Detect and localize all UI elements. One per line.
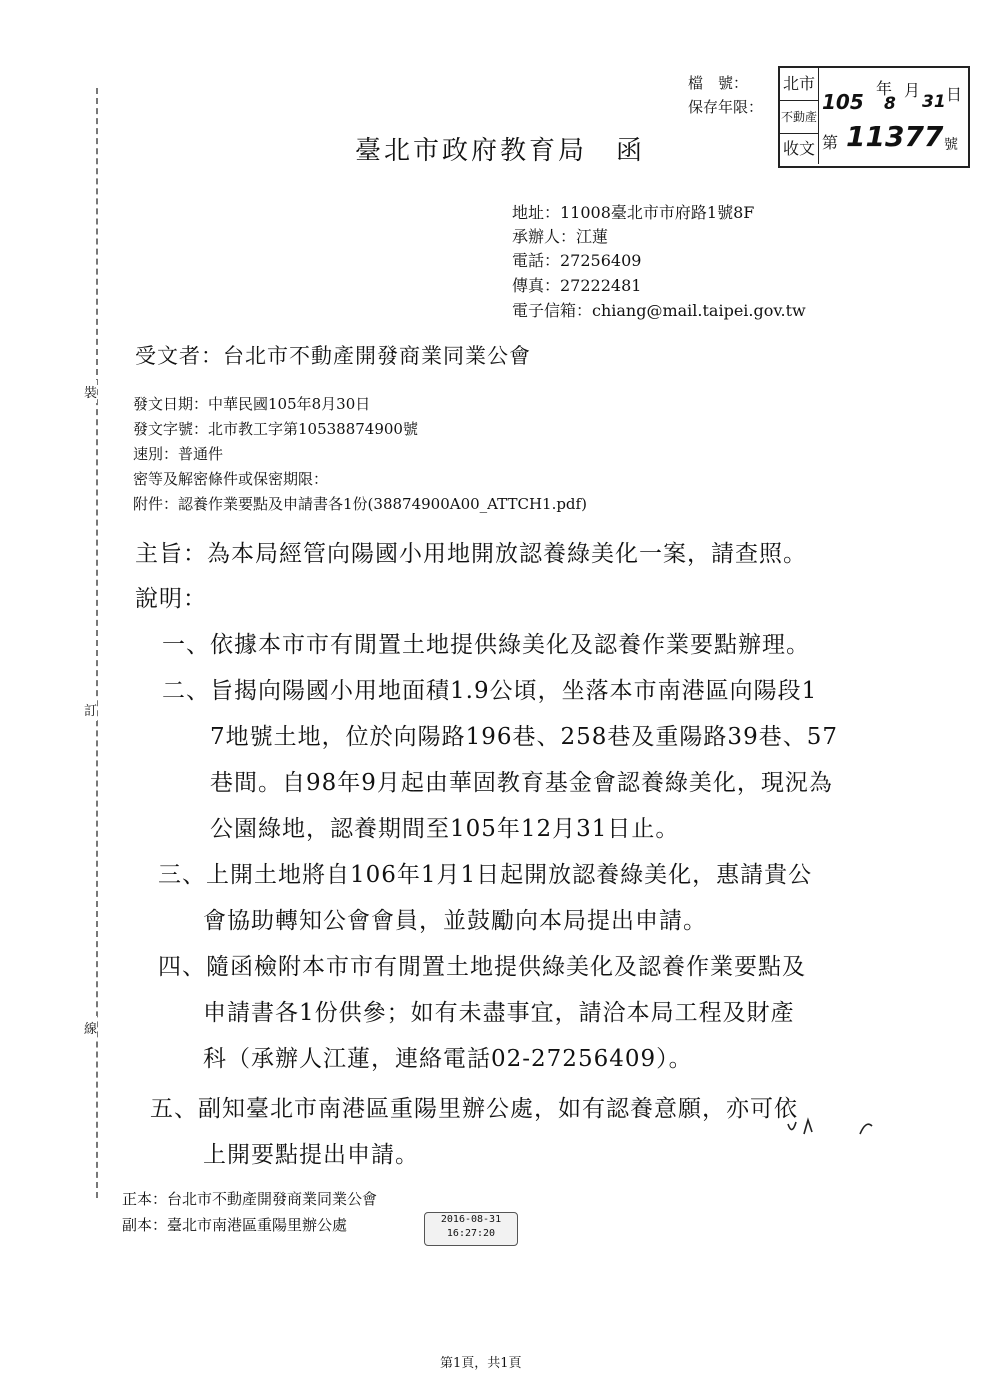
contact-address: 地址：11008臺北市市府路1號8F xyxy=(512,203,755,222)
stamp-org-1: 北市 xyxy=(780,68,819,101)
item-2-line-3: 巷間。自98年9月起由華固教育基金會認養綠美化，現況為 xyxy=(210,770,833,796)
stamp-day-value: 31 xyxy=(922,92,946,112)
doc-number: 發文字號：北市教工字第10538874900號 xyxy=(133,420,418,438)
recipient: 受文者：台北市不動產開發商業同業公會 xyxy=(135,344,531,368)
stamp-year-label: 年 xyxy=(876,79,893,98)
stamp-month-label: 月 xyxy=(904,81,921,100)
item-4-line-2: 申請書各1份供參；如有未盡事宜，請洽本局工程及財產 xyxy=(203,1000,795,1026)
retention-label: 保存年限： xyxy=(688,98,764,116)
stamp-no-value: 11377 xyxy=(846,120,944,153)
receipt-stamp xyxy=(778,66,970,168)
stamp-day-label: 日 xyxy=(946,85,963,104)
item-1-line-1: 一、依據本市市有閒置土地提供綠美化及認養作業要點辦理。 xyxy=(162,632,810,658)
page-footer: 第1頁，共1頁 xyxy=(440,1356,522,1371)
binding-mark-zhuang: 裝 xyxy=(84,380,97,403)
timestamp-date: 2016-08-31 xyxy=(440,1214,502,1225)
item-3-line-2: 會協助轉知公會會員，並鼓勵向本局提出申請。 xyxy=(203,908,707,934)
item-5-line-2: 上開要點提出申請。 xyxy=(203,1142,419,1168)
item-2-line-4: 公園綠地，認養期間至105年12月31日止。 xyxy=(210,816,680,842)
stamp-no-prefix: 第 xyxy=(822,133,839,152)
secrecy-class: 密等及解密條件或保密期限： xyxy=(133,470,329,488)
contact-phone: 電話：27256409 xyxy=(512,251,642,270)
timestamp-time: 16:27:20 xyxy=(446,1228,496,1239)
timestamp-stamp xyxy=(424,1212,518,1246)
handwritten-mark xyxy=(782,1112,878,1142)
distribution-original: 正本：台北市不動產開發商業同業公會 xyxy=(122,1190,378,1208)
item-4-line-3: 科（承辦人江蓮，連絡電話02-27256409）。 xyxy=(203,1046,693,1072)
item-3-line-1: 三、上開土地將自106年1月1日起開放認養綠美化，惠請貴公 xyxy=(158,862,813,888)
contact-email: 電子信箱：chiang@mail.taipei.gov.tw xyxy=(512,301,806,320)
stamp-month-value: 8 xyxy=(884,94,896,114)
stamp-org-2: 不動產 xyxy=(780,101,819,134)
subject: 主旨：為本局經管向陽國小用地開放認養綠美化一案，請查照。 xyxy=(135,541,807,567)
binding-mark-ding: 訂 xyxy=(84,698,97,721)
item-2-line-1: 二、旨揭向陽國小用地面積1.9公頃，坐落本市南港區向陽段1 xyxy=(162,678,818,704)
item-2-line-2: 7地號土地，位於向陽路196巷、258巷及重陽路39巷、57 xyxy=(210,724,838,750)
attachment: 附件：認養作業要點及申請書各1份(38874900A00_ATTCH1.pdf) xyxy=(133,495,587,513)
contact-fax: 傳真：27222481 xyxy=(512,276,642,295)
stamp-year-value: 105 xyxy=(822,90,864,114)
issue-date: 發文日期：中華民國105年8月30日 xyxy=(133,395,371,413)
file-no-label: 檔 號： xyxy=(688,74,749,92)
item-5-line-1: 五、副知臺北市南港區重陽里辦公處，如有認養意願，亦可依 xyxy=(150,1096,798,1122)
stamp-no-suffix: 號 xyxy=(944,137,958,153)
contact-officer: 承辦人：江蓮 xyxy=(512,227,609,246)
explanation-label: 說明： xyxy=(135,586,207,612)
item-4-line-1: 四、隨函檢附本市市有閒置土地提供綠美化及認養作業要點及 xyxy=(158,954,806,980)
speed-class: 速別：普通件 xyxy=(133,445,224,463)
stamp-org-3: 收文 xyxy=(780,134,819,164)
page-title: 臺北市政府教育局 函 xyxy=(355,136,646,166)
distribution-copy: 副本：臺北市南港區重陽里辦公處 xyxy=(122,1216,348,1234)
binding-mark-xian: 線 xyxy=(84,1016,97,1039)
